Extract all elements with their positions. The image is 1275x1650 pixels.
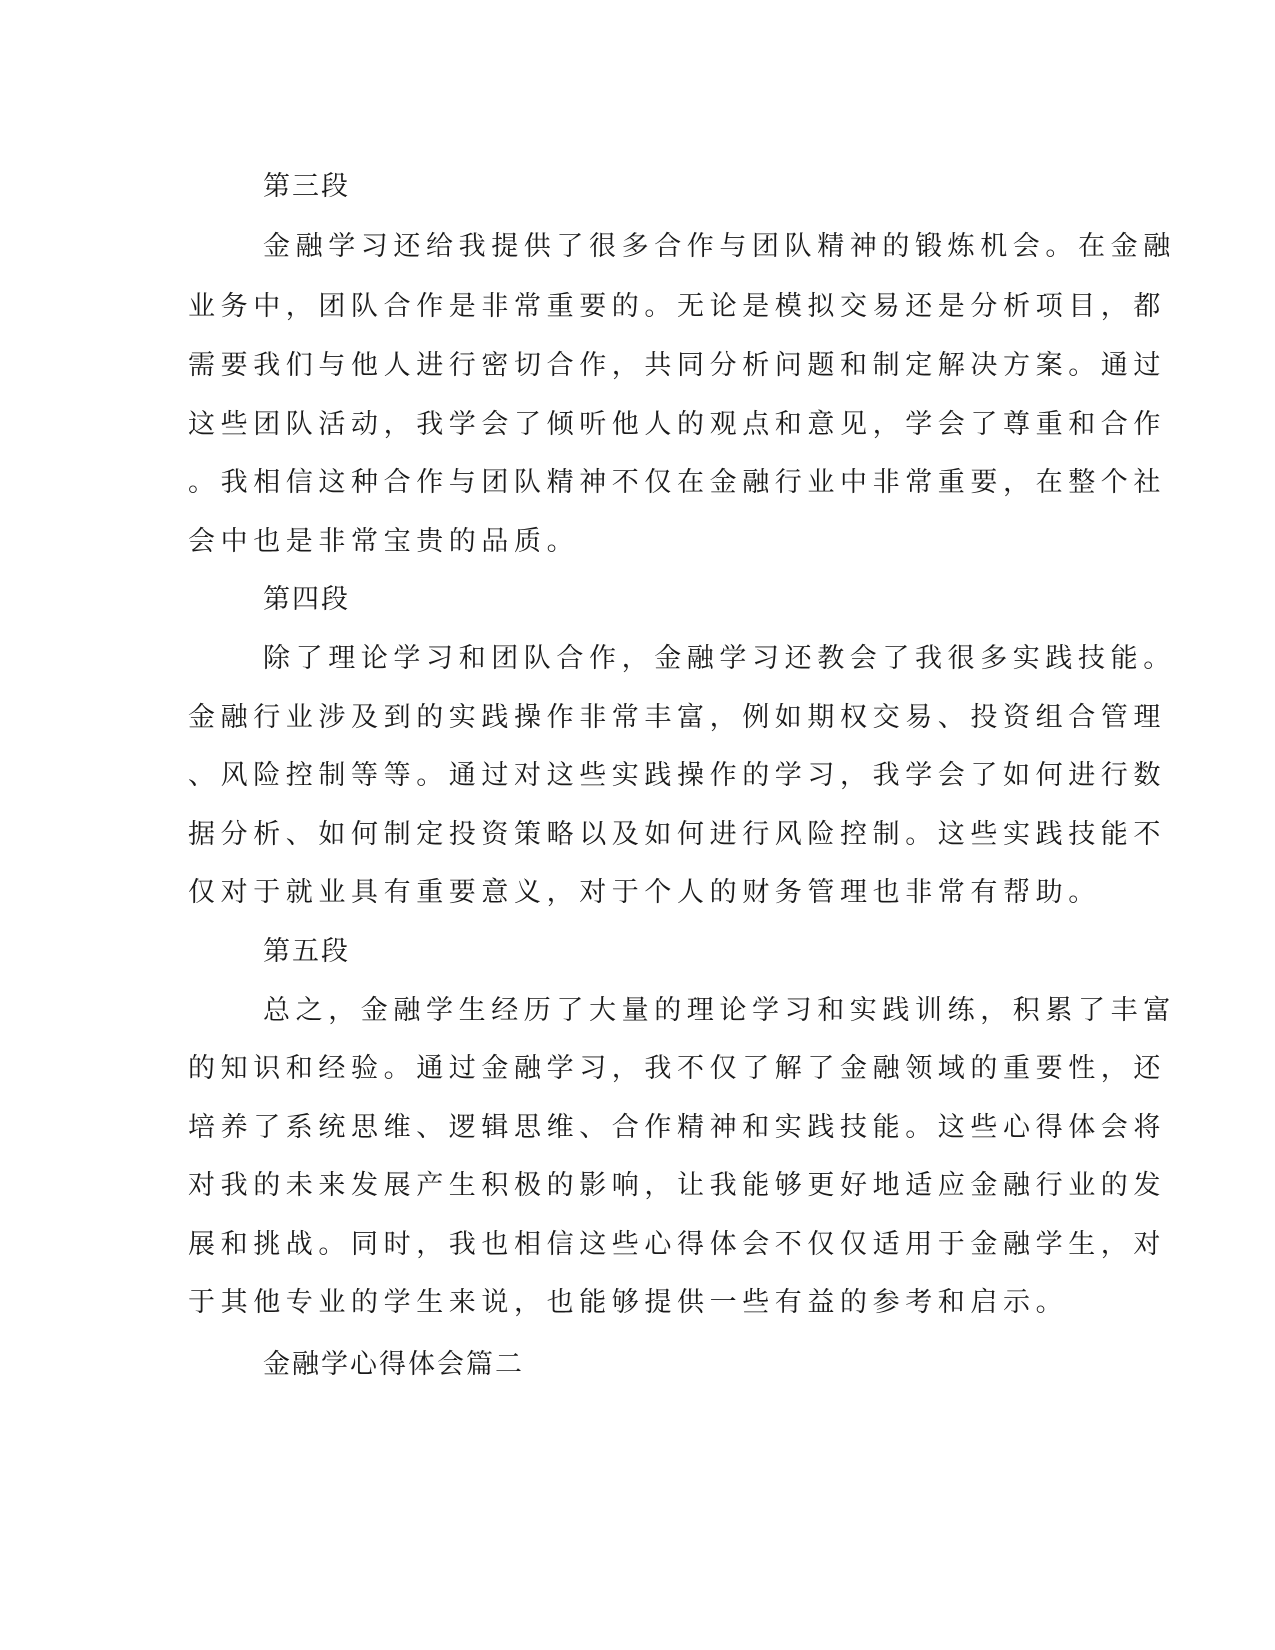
paragraph-line: 、风险控制等等。通过对这些实践操作的学习，我学会了如何进行数	[188, 760, 1166, 791]
paragraph-line: 培养了系统思维、逻辑思维、合作精神和实践技能。这些心得体会将	[188, 1112, 1166, 1143]
section-heading: 第三段	[263, 171, 350, 202]
section-heading: 金融学心得体会篇二	[263, 1349, 524, 1380]
paragraph-line: 这些团队活动，我学会了倾听他人的观点和意见，学会了尊重和合作	[188, 409, 1166, 440]
paragraph-line: 业务中，团队合作是非常重要的。无论是模拟交易还是分析项目，都	[188, 291, 1166, 322]
section-heading: 第五段	[263, 936, 350, 967]
paragraph-line: 。我相信这种合作与团队精神不仅在金融行业中非常重要，在整个社	[188, 467, 1166, 498]
paragraph-line: 会中也是非常宝贵的品质。	[188, 526, 580, 557]
paragraph-line: 对我的未来发展产生积极的影响，让我能够更好地适应金融行业的发	[188, 1170, 1166, 1201]
paragraph-line: 据分析、如何制定投资策略以及如何进行风险控制。这些实践技能不	[188, 819, 1166, 850]
paragraph-line: 展和挑战。同时，我也相信这些心得体会不仅仅适用于金融学生，对	[188, 1229, 1166, 1260]
paragraph-line: 总之，金融学生经历了大量的理论学习和实践训练，积累了丰富	[263, 995, 1176, 1026]
paragraph-line: 仅对于就业具有重要意义，对于个人的财务管理也非常有帮助。	[188, 877, 1101, 908]
section-heading: 第四段	[263, 584, 350, 615]
paragraph-line: 金融学习还给我提供了很多合作与团队精神的锻炼机会。在金融	[263, 231, 1176, 262]
paragraph-line: 的知识和经验。通过金融学习，我不仅了解了金融领域的重要性，还	[188, 1053, 1166, 1084]
paragraph-line: 需要我们与他人进行密切合作，共同分析问题和制定解决方案。通过	[188, 350, 1166, 381]
paragraph-line: 金融行业涉及到的实践操作非常丰富，例如期权交易、投资组合管理	[188, 702, 1166, 733]
paragraph-line: 于其他专业的学生来说，也能够提供一些有益的参考和启示。	[188, 1287, 1069, 1318]
paragraph-line: 除了理论学习和团队合作，金融学习还教会了我很多实践技能。	[263, 643, 1176, 674]
